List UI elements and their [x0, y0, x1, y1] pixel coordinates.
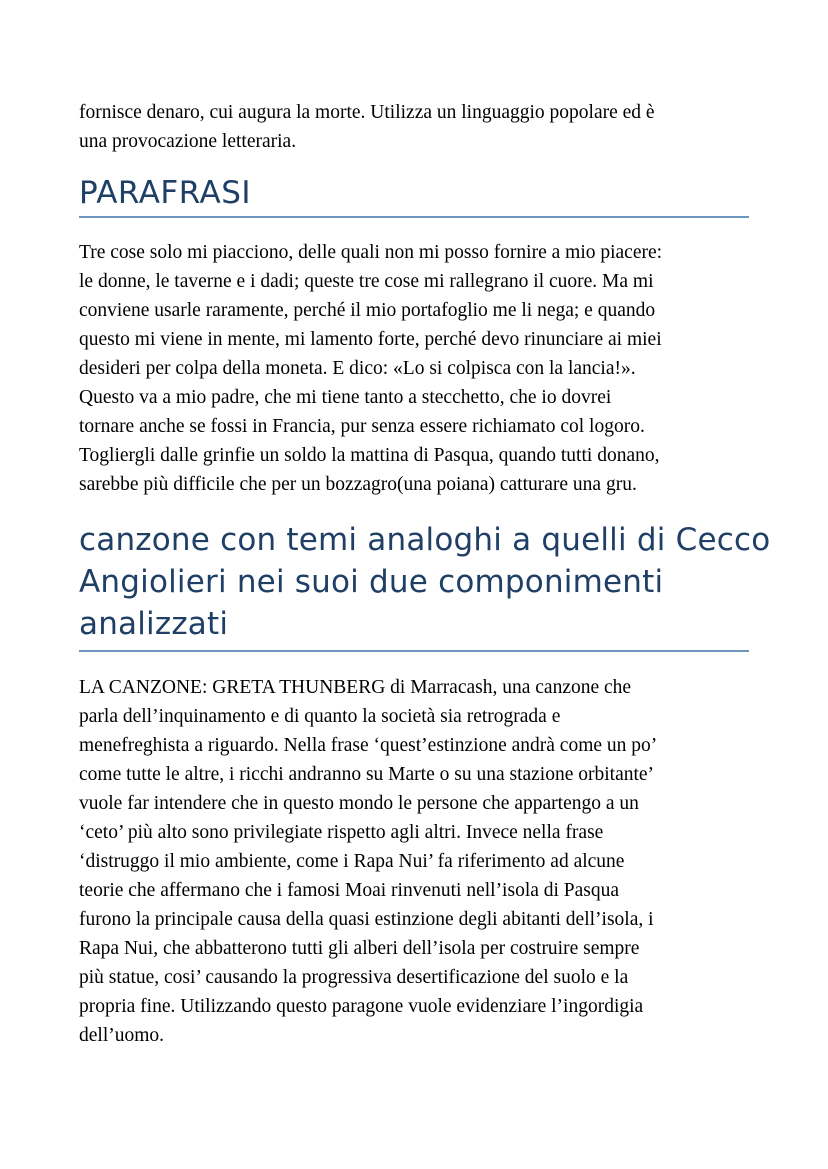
- text-line: le donne, le taverne e i dadi; queste tre cose mi rallegrano il cuore. Ma mi: [79, 271, 654, 292]
- parafrasi-paragraph: [79, 238, 662, 499]
- text-line: sarebbe più difficile che per un bozzagro(una poiana) catturare una gru.: [79, 474, 637, 495]
- text-line: propria fine. Utilizzando questo paragone vuole evidenziare l’ingordigia: [79, 996, 644, 1017]
- text-line: ‘distruggo il mio ambiente, come i Rapa Nui’ fa riferimento ad alcune: [79, 851, 625, 872]
- text-line: tornare anche se fossi in Francia, pur senza essere richiamato col logoro.: [79, 416, 645, 437]
- text-line: teorie che affermano che i famosi Moai rinvenuti nell’isola di Pasqua: [79, 880, 620, 901]
- heading-line: Angiolieri nei suoi due componimenti: [79, 564, 664, 600]
- text-line: parla dell’inquinamento e di quanto la società sia retrograda e: [79, 706, 561, 727]
- text-line: vuole far intendere che in questo mondo le persone che appartengo a un: [79, 793, 639, 814]
- text-line: più statue, cosi’ causando la progressiva desertificazione del suolo e la: [79, 967, 629, 988]
- heading-line: analizzati: [79, 606, 229, 642]
- text-line: desideri per colpa della moneta. E dico: «Lo si colpisca con la lancia!».: [79, 358, 636, 379]
- text-line: dell’uomo.: [79, 1025, 165, 1046]
- canzone-paragraph: [79, 673, 657, 1050]
- text-line: questo mi viene in mente, mi lamento forte, perché devo rinunciare ai miei: [79, 329, 662, 350]
- text-line: conviene usarle raramente, perché il mio portafoglio me li nega; e quando: [79, 300, 656, 321]
- text-line: Rapa Nui, che abbatterono tutti gli alberi dell’isola per costruire sempre: [79, 938, 640, 959]
- intro-paragraph: [79, 98, 655, 156]
- text-line: ‘ceto’ più alto sono privilegiate rispetto agli altri. Invece nella frase: [79, 822, 604, 843]
- text-line: una provocazione letteraria.: [79, 131, 297, 152]
- text-line: Togliergli dalle grinfie un soldo la mattina di Pasqua, quando tutti donano,: [79, 445, 660, 466]
- text-line: fornisce denaro, cui augura la morte. Utilizza un linguaggio popolare ed è: [79, 102, 655, 123]
- text-line: furono la principale causa della quasi estinzione degli abitanti dell’isola, i: [79, 909, 654, 930]
- text-line: come tutte le altre, i ricchi andranno su Marte o su una stazione orbitante’: [79, 764, 655, 785]
- heading-underline: [79, 650, 749, 652]
- text-line: LA CANZONE: GRETA THUNBERG di Marracash, una canzone che: [79, 677, 632, 698]
- text-line: menefreghista a riguardo. Nella frase ‘quest’estinzione andrà come un po’: [79, 735, 658, 756]
- heading-parafrasi: PARAFRASI: [79, 175, 252, 211]
- text-line: Tre cose solo mi piacciono, delle quali non mi posso fornire a mio piacere:: [79, 242, 663, 263]
- heading-canzone: [79, 519, 770, 645]
- text-line: Questo va a mio padre, che mi tiene tanto a stecchetto, che io dovrei: [79, 387, 612, 408]
- heading-underline: [79, 216, 749, 218]
- heading-line: canzone con temi analoghi a quelli di Cecco: [79, 522, 771, 558]
